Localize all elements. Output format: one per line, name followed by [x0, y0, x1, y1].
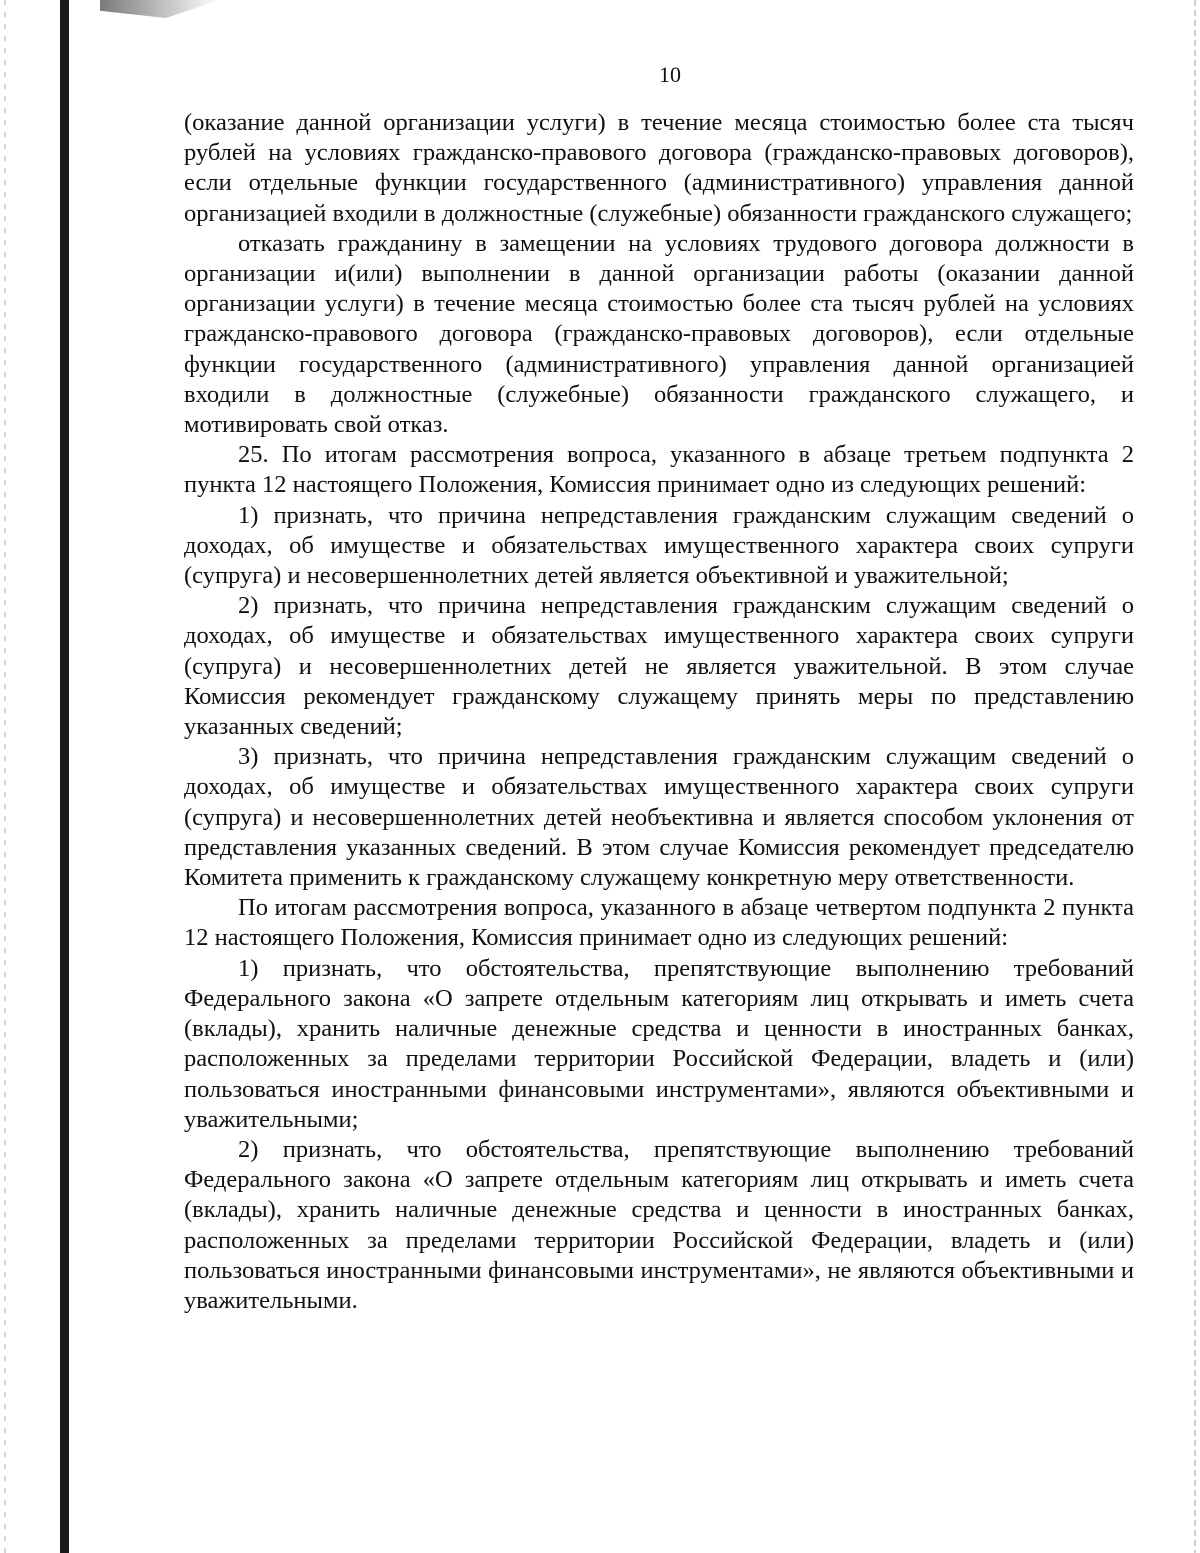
binding-shadow [60, 0, 69, 1553]
paragraph-decision-2: 2) признать, что причина непредставления гражданским служащим сведений о доходах, об имуществе и обязательствах имущественного характера своих супруги (супруга) и несовершеннолетних детей не является уважительной. В этом случае Комиссия рекомендует гражданскому служащему принять меры по представлению указанных сведений; [184, 592, 1134, 741]
paragraph-foreign-decision-2: 2) признать, что обстоятельства, препятствующие выполнению требований Федерального закона «О запрете отдельным категориям лиц открывать и иметь счета (вклады), хранить наличные денежные средства и ценности в иностранных банках, расположенных за пределами территории Российской Федерации, владеть и (или) пользоваться иностранными финансовыми инструментами», не являются объективными и уважительными. [184, 1135, 1134, 1314]
paragraph-refusal: отказать гражданину в замещении на условиях трудового договора должности в организации и(или) выполнении в данной организации работы (оказании данной организации услуги) в течение месяца стоимостью более ста тысяч рублей на условиях гражданско-правового договора (гражданско-правовых договоров), если отдельные функции государственного (административного) управления данной организацией входили в должностные (служебные) обязанности гражданского служащего, и мотивировать свой отказ. [184, 229, 1134, 439]
paragraph-decision-1: 1) признать, что причина непредставления гражданским служащим сведений о доходах, об имуществе и обязательствах имущественного характера своих супруги (супруга) и несовершеннолетних детей является объективной и уважительной; [184, 501, 1134, 590]
page-number: 10 [659, 62, 681, 87]
paragraph-decision-3: 3) признать, что причина непредставления гражданским служащим сведений о доходах, об имуществе и обязательствах имущественного характера своих супруги (супруга) и несовершеннолетних детей необъективна и является способом уклонения от представления указанных сведений. В этом случае Комиссия рекомендует председателю Комитета применить к гражданскому служащему конкретную меру ответственности. [184, 743, 1134, 892]
paragraph-item-25: 25. По итогам рассмотрения вопроса, указанного в абзаце третьем подпункта 2 пункта 12 настоящего Положения, Комиссия принимает одно из следующих решений: [184, 441, 1134, 499]
paragraph-continuation: (оказание данной организации услуги) в течение месяца стоимостью более ста тысяч рублей на условиях гражданско-правового договора (гражданско-правовых договоров), если отдельные функции государственного (административного) управления данной организацией входили в должностные (служебные) обязанности гражданского служащего; [184, 109, 1134, 227]
scan-edge-right [1194, 0, 1196, 1553]
scan-edge-left [4, 0, 6, 1553]
scan-corner-artifact [100, 0, 220, 18]
paragraph-question-4: По итогам рассмотрения вопроса, указанного в абзаце четвертом подпункта 2 пункта 12 настоящего Положения, Комиссия принимает одно из следующих решений: [184, 894, 1134, 952]
paragraph-foreign-decision-1: 1) признать, что обстоятельства, препятствующие выполнению требований Федерального закона «О запрете отдельным категориям лиц открывать и иметь счета (вклады), хранить наличные денежные средства и ценности в иностранных банках, расположенных за пределами территории Российской Федерации, владеть и (или) пользоваться иностранными финансовыми инструментами», являются объективными и уважительными; [184, 954, 1134, 1133]
document-body [184, 108, 1134, 1316]
